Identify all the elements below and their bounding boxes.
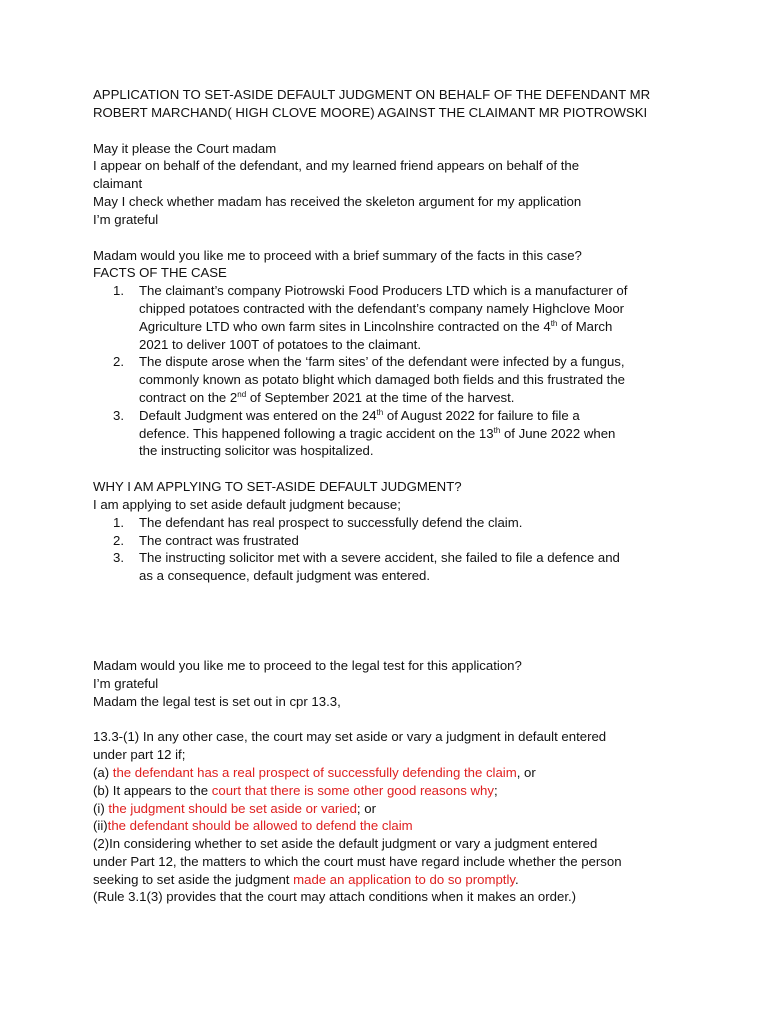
legal-line: Madam would you like me to proceed to the legal test for this application? (93, 657, 522, 673)
legal-line: Madam the legal test is set out in cpr 13.3, (93, 693, 341, 709)
why-list (93, 514, 708, 585)
legal-test-section (93, 657, 708, 710)
heading-line: ROBERT MARCHAND( HIGH CLOVE MOORE) AGAINST THE CLAIMANT MR PIOTROWSKI (93, 104, 648, 120)
rule-line: 13.3-(1) In any other case, the court may set aside or vary a judgment in default entered (93, 729, 607, 745)
list-item-line: contract on the 2nd of September 2021 at the time of the harvest. (139, 389, 515, 405)
document-heading (93, 86, 708, 122)
rule-section (93, 728, 708, 906)
highlighted-text: court that there is some other good reasons why (211, 782, 494, 798)
heading-line: APPLICATION TO SET-ASIDE DEFAULT JUDGMENT ON BEHALF OF THE DEFENDANT MR (93, 87, 651, 102)
legal-line: I’m grateful (93, 675, 159, 691)
opening-line: May I check whether madam has received the skeleton argument for my application (93, 193, 582, 209)
why-title: WHY I AM APPLYING TO SET-ASIDE DEFAULT JUDGMENT? (93, 479, 462, 495)
rule-line: (i) the judgment should be set aside or varied; or (93, 800, 376, 816)
highlighted-text: the defendant should be allowed to defend the claim (107, 818, 413, 834)
list-number: 1. (113, 514, 124, 530)
list-number: 2. (113, 354, 124, 370)
facts-list (93, 282, 708, 460)
list-item-line: The dispute arose when the ‘farm sites’ of the defendant were infected by a fungus, (139, 354, 625, 370)
rule-line: (ii)the defendant should be allowed to defend the claim (93, 818, 413, 834)
list-item-line: The claimant’s company Piotrowski Food Producers LTD which is a manufacturer of (139, 283, 628, 299)
facts-title: FACTS OF THE CASE (93, 265, 227, 281)
list-item-line: the instructing solicitor was hospitalized. (139, 443, 374, 459)
opening-line: I’m grateful (93, 211, 159, 227)
list-item-line: Default Judgment was entered on the 24th of August 2022 for failure to file a (139, 407, 580, 423)
opening-line: May it please the Court madam (93, 140, 277, 156)
list-item (93, 353, 708, 406)
rule-line: seeking to set aside the judgment made an application to do so promptly. (93, 871, 519, 887)
list-item-line: The defendant has real prospect to successfully defend the claim. (139, 514, 523, 530)
list-item-line: Agriculture LTD who own farm sites in Lincolnshire contracted on the 4th of March (139, 318, 613, 334)
opening-line: I appear on behalf of the defendant, and my learned friend appears on behalf of the (93, 158, 580, 174)
list-item (93, 532, 708, 550)
opening-line: claimant (93, 176, 143, 192)
list-number: 1. (113, 283, 124, 299)
list-item-line: The instructing solicitor met with a severe accident, she failed to file a defence and (139, 550, 620, 566)
facts-question: Madam would you like me to proceed with a brief summary of the facts in this case? (93, 247, 582, 263)
list-item-line: commonly known as potato blight which damaged both fields and this frustrated the (139, 372, 626, 388)
facts-section (93, 247, 708, 461)
list-item-line: defence. This happened following a tragic accident on the 13th of June 2022 when (139, 425, 616, 441)
list-item-line: chipped potatoes contracted with the defendant’s company namely Highclove Moor (139, 300, 625, 316)
rule-line: (a) the defendant has a real prospect of successfully defending the claim, or (93, 764, 536, 780)
opening-section (93, 140, 708, 229)
rule-note: (Rule 3.1(3) provides that the court may attach conditions when it makes an order.) (93, 889, 577, 905)
list-number: 2. (113, 532, 124, 548)
rule-line: (2)In considering whether to set aside the default judgment or vary a judgment entered (93, 836, 598, 852)
rule-line: under Part 12, the matters to which the court must have regard include whether the person (93, 853, 622, 869)
list-item (93, 549, 708, 585)
rule-line: (b) It appears to the court that there is some other good reasons why; (93, 782, 498, 798)
list-number: 3. (113, 407, 124, 423)
why-section (93, 478, 708, 585)
why-intro: I am applying to set aside default judgment because; (93, 496, 401, 512)
list-number: 3. (113, 550, 124, 566)
list-item (93, 407, 708, 460)
list-item (93, 514, 708, 532)
highlighted-text: the defendant has a real prospect of successfully defending the claim (112, 764, 517, 780)
rule-line: under part 12 if; (93, 747, 186, 763)
highlighted-text: made an application to do so promptly (293, 871, 516, 887)
list-item-line: 2021 to deliver 100T of potatoes to the claimant. (139, 336, 422, 352)
list-item (93, 282, 708, 353)
list-item-line: as a consequence, default judgment was entered. (139, 568, 431, 584)
highlighted-text: the judgment should be set aside or varied (108, 800, 357, 816)
list-item-line: The contract was frustrated (139, 532, 299, 548)
